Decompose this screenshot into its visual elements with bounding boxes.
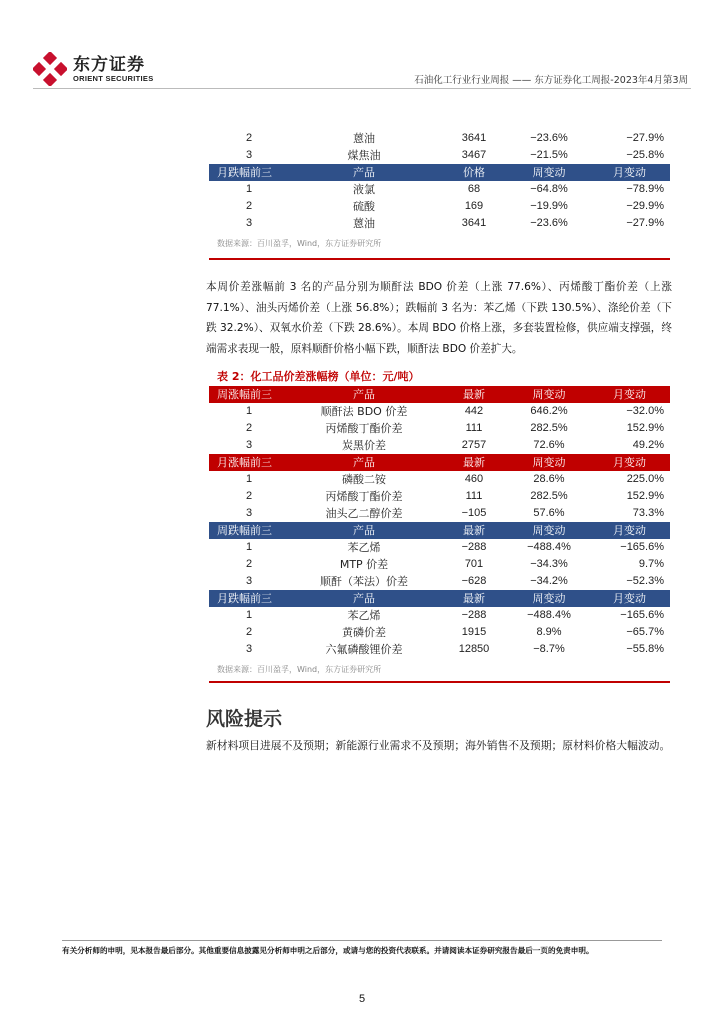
month-change-cell: −29.9% (626, 200, 664, 212)
week-change-cell: −34.2% (530, 575, 568, 587)
latest-cell: −628 (461, 575, 487, 587)
header-cell: 周变动 (509, 386, 589, 403)
week-change-cell: 282.5% (530, 490, 568, 502)
header-cell: 最新 (439, 454, 509, 471)
latest-cell: 111 (465, 422, 483, 434)
header-cell: 月变动 (589, 522, 670, 539)
product-cell: 磷酸二铵 (342, 473, 386, 486)
table-row (209, 556, 670, 573)
table-row (209, 147, 670, 164)
table-row (209, 403, 670, 420)
rank-cell: 1 (245, 183, 253, 195)
week-change-cell: −19.9% (530, 200, 568, 212)
header-cell: 最新 (439, 590, 509, 607)
footer-disclaimer: 有关分析师的申明，见本报告最后部分。其他重要信息披露见分析师申明之后部分，或请与您的投资代表联系。并请阅读本证券研究报告最后一页的免责申明。 (62, 946, 594, 955)
product-cell: 蒽油 (353, 132, 375, 145)
table-row (209, 624, 670, 641)
rank-cell: 2 (245, 626, 253, 638)
header-cell: 周变动 (509, 590, 589, 607)
product-cell: 顺酐（苯法）价差 (320, 575, 408, 588)
rank-cell: 2 (245, 200, 253, 212)
product-cell: 顺酐法 BDO 价差 (320, 405, 408, 418)
price-spread-ranking-table (209, 386, 670, 658)
header-cell: 月变动 (589, 164, 670, 181)
header-cell: 产品 (289, 164, 439, 181)
rank-cell: 3 (245, 149, 253, 161)
rank-cell: 1 (245, 405, 253, 417)
rank-cell: 3 (245, 217, 253, 229)
header-cell: 产品 (289, 590, 439, 607)
table-row (209, 130, 670, 147)
month-change-cell: 49.2% (632, 439, 664, 451)
product-cell: 苯乙烯 (347, 609, 381, 622)
table-section-header (209, 454, 670, 471)
report-title: 石油化工行业行业周报 —— 东方证券化工周报-2023年4月第3周 (414, 75, 688, 86)
week-change-cell: −64.8% (530, 183, 568, 195)
body-paragraph: 本周价差涨幅前 3 名的产品分别为顺酐法 BDO 价差（上涨 77.6%）、丙烯酸丁酯价差（上涨 77.1%）、油头丙烯价差（上涨 56.8%）；跌幅前 3 名为：苯乙烯（下跌 130.5%）、涤纶价差（下跌 32.2%）、双氧水价差（下跌 28.6%）。本周 BDO 价格上涨，多套装置检修，供应端支撑强，终端需求表现一般，原料顺酐价格小幅下跌，顺酐法 BDO 价差扩大。 (206, 281, 672, 355)
week-change-cell: −23.6% (530, 217, 568, 229)
product-cell: 丙烯酸丁酯价差 (325, 490, 403, 503)
product-cell: MTP 价差 (339, 558, 389, 571)
table-row (209, 198, 670, 215)
table2-bottom-rule (209, 681, 670, 683)
table-row (209, 505, 670, 522)
company-logo (33, 52, 154, 86)
product-cell: 炭黑价差 (342, 439, 386, 452)
month-change-cell: 152.9% (626, 422, 664, 434)
table-row (209, 488, 670, 505)
logo-english-name: ORIENT SECURITIES (73, 73, 154, 83)
price-cell: 169 (464, 200, 484, 212)
rank-cell: 2 (245, 490, 253, 502)
table2-title: 表 2：化工品价差涨幅榜（单位：元/吨） (217, 370, 420, 383)
latest-cell: 111 (465, 490, 483, 502)
rank-cell: 3 (245, 439, 253, 451)
product-cell: 油头乙二醇价差 (325, 507, 403, 520)
logo-chinese-name: 东方证券 (73, 54, 145, 75)
week-change-cell: −34.3% (530, 558, 568, 570)
month-change-cell: −32.0% (626, 405, 664, 417)
month-change-cell: −78.9% (626, 183, 664, 195)
table-section-header (209, 522, 670, 539)
month-change-cell: −55.8% (626, 643, 664, 655)
table-section-header (209, 590, 670, 607)
product-cell: 煤焦油 (347, 149, 381, 162)
rank-cell: 2 (245, 558, 253, 570)
latest-cell: −288 (461, 541, 487, 553)
footer-divider (62, 940, 662, 941)
price-cell: 3467 (461, 149, 487, 161)
product-cell: 蒽油 (353, 217, 375, 230)
month-change-cell: 152.9% (626, 490, 664, 502)
month-change-cell: −27.9% (626, 217, 664, 229)
table-section-header (209, 164, 670, 181)
table-row (209, 573, 670, 590)
rank-cell: 2 (245, 132, 253, 144)
month-change-cell: −25.8% (626, 149, 664, 161)
header-cell: 周变动 (509, 522, 589, 539)
month-change-cell: 9.7% (638, 558, 664, 570)
table2-source-note: 数据来源：百川盈孚，Wind，东方证券研究所 (217, 665, 382, 674)
latest-cell: 1915 (461, 626, 487, 638)
product-cell: 液氯 (353, 183, 375, 196)
month-change-cell: 73.3% (632, 507, 664, 519)
rank-cell: 1 (245, 541, 253, 553)
product-cell: 六氟磷酸锂价差 (325, 643, 403, 656)
week-change-cell: −488.4% (527, 541, 571, 553)
rank-cell: 3 (245, 507, 253, 519)
price-change-table-continued (209, 130, 670, 232)
week-change-cell: −8.7% (533, 643, 565, 655)
month-change-cell: −165.6% (620, 609, 664, 621)
latest-cell: 12850 (458, 643, 490, 655)
week-change-cell: −23.6% (530, 132, 568, 144)
week-change-cell: 282.5% (530, 422, 568, 434)
product-cell: 苯乙烯 (347, 541, 381, 554)
table-row (209, 607, 670, 624)
week-change-cell: 72.6% (533, 439, 565, 451)
latest-cell: 2757 (461, 439, 487, 451)
header-cell: 月涨幅前三 (209, 454, 289, 471)
logo-mark-icon (33, 52, 67, 86)
header-cell: 月跌幅前三 (209, 164, 289, 181)
latest-cell: −288 (461, 609, 487, 621)
header-cell: 最新 (439, 522, 509, 539)
rank-cell: 3 (245, 643, 253, 655)
header-cell: 周涨幅前三 (209, 386, 289, 403)
week-change-cell: 8.9% (536, 626, 562, 638)
table-row (209, 437, 670, 454)
product-cell: 丙烯酸丁酯价差 (325, 422, 403, 435)
rank-cell: 1 (245, 473, 253, 485)
header-cell: 产品 (289, 386, 439, 403)
rank-cell: 3 (245, 575, 253, 587)
header-cell: 周跌幅前三 (209, 522, 289, 539)
month-change-cell: −165.6% (620, 541, 664, 553)
week-change-cell: −21.5% (530, 149, 568, 161)
month-change-cell: 225.0% (626, 473, 664, 485)
table-section-header (209, 386, 670, 403)
table-row (209, 181, 670, 198)
month-change-cell: −65.7% (626, 626, 664, 638)
latest-cell: 442 (464, 405, 484, 417)
header-cell: 产品 (289, 454, 439, 471)
table-row (209, 215, 670, 232)
header-divider (33, 88, 691, 89)
page-number: 5 (358, 993, 366, 1005)
latest-cell: 701 (464, 558, 484, 570)
header-cell: 最新 (439, 386, 509, 403)
week-change-cell: 28.6% (533, 473, 565, 485)
product-cell: 黄磷价差 (342, 626, 386, 639)
month-change-cell: −52.3% (626, 575, 664, 587)
header-cell: 产品 (289, 522, 439, 539)
price-cell: 3641 (461, 132, 487, 144)
header-cell: 周变动 (509, 164, 589, 181)
header-cell: 周变动 (509, 454, 589, 471)
price-cell: 3641 (461, 217, 487, 229)
week-change-cell: 646.2% (530, 405, 568, 417)
header-cell: 月变动 (589, 386, 670, 403)
table-row (209, 420, 670, 437)
table-row (209, 641, 670, 658)
header-cell: 价格 (439, 164, 509, 181)
latest-cell: 460 (464, 473, 484, 485)
header-cell: 月变动 (589, 590, 670, 607)
table-row (209, 539, 670, 556)
rank-cell: 1 (245, 609, 253, 621)
latest-cell: −105 (461, 507, 487, 519)
month-change-cell: −27.9% (626, 132, 664, 144)
rank-cell: 2 (245, 422, 253, 434)
risk-section-text: 新材料项目进展不及预期；新能源行业需求不及预期；海外销售不及预期；原材料价格大幅波动。 (206, 739, 671, 752)
week-change-cell: 57.6% (533, 507, 565, 519)
table1-bottom-rule (209, 258, 670, 260)
table-row (209, 471, 670, 488)
risk-section-title: 风险提示 (206, 708, 283, 730)
table1-source-note: 数据来源：百川盈孚，Wind，东方证券研究所 (217, 239, 382, 248)
price-cell: 68 (467, 183, 481, 195)
week-change-cell: −488.4% (527, 609, 571, 621)
header-cell: 月变动 (589, 454, 670, 471)
header-cell: 月跌幅前三 (209, 590, 289, 607)
product-cell: 硫酸 (353, 200, 375, 213)
